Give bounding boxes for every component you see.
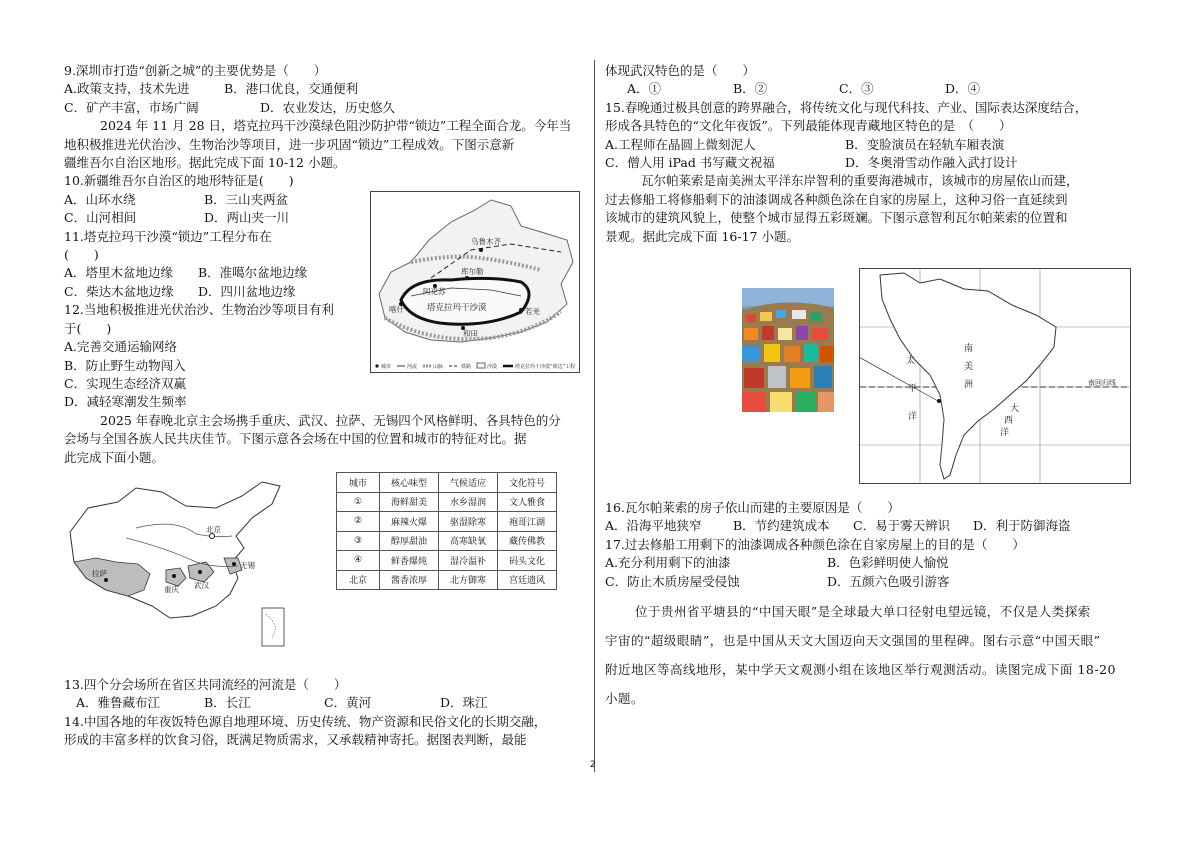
q10-option-b: B．三山夹两盆	[204, 191, 289, 207]
q13-option-b: B．长江	[204, 695, 251, 711]
q12-option-c: C．实现生态经济双赢	[64, 375, 187, 391]
q15-option-c: C．僧人用 iPad 书写藏文祝福	[605, 155, 775, 171]
intro18-line-3: 附近地区等高线地形，某中学天文观测小组在该地区举行观测活动。读图完成下面 18-20	[605, 662, 1117, 678]
city-dot-urumqi	[479, 248, 483, 252]
intro10-line-1: 2024 年 11 月 28 日，塔克拉玛干沙漠绿色阻沙防护带“锁边”工程全面合龙。今年当	[100, 118, 572, 134]
intro16-line-2: 过去修船工将修船剩下的油漆调成各种颜色涂在自家的房屋上，这种习俗一直延续到	[605, 191, 1068, 207]
q15-option-b: B．变脸演员在轻轨车厢表演	[845, 136, 1005, 152]
q16-option-a: A．沿海平地狭窄	[605, 518, 702, 534]
q12-stem: 12.当地积极推进光伏治沙、生物治沙等项目有利	[64, 302, 334, 318]
table-cell: ④	[337, 551, 380, 571]
q14-stem-cont: 体现武汉特色的是（ ）	[605, 63, 756, 78]
valparaiso-photo-svg	[742, 288, 834, 412]
intro13-line-3: 此完成下面小题。	[64, 449, 165, 465]
south-america-map	[859, 268, 1131, 484]
q12-option-b: B．防止野生动物闯入	[64, 357, 186, 373]
label-da-atlantic: 大	[1010, 404, 1020, 414]
q10-option-d: D．两山夹一川	[204, 210, 290, 226]
q16-option-b: B．节约建筑成本	[733, 518, 830, 534]
legend-suobian: 塔克拉玛干沙漠“锁边”工程	[515, 364, 576, 370]
label-aksu: 阿克苏	[423, 287, 446, 296]
q13-option-d: D．珠江	[440, 695, 488, 711]
table-row	[337, 531, 557, 551]
label-kashgar: 喀什	[389, 305, 404, 314]
q10-stem: 10.新疆维吾尔自治区的地形特征是( )	[64, 173, 294, 189]
q14-option-d: D．④	[945, 81, 981, 97]
intro18-line-1: 位于贵州省平塘县的“中国天眼”是全球最大单口径射电望远镜，不仅是人类探索	[635, 604, 1091, 620]
q9-option-c: C．矿产丰富，市场广阔	[64, 99, 199, 115]
q9-option-a: A.政策支持，技术先进	[64, 81, 190, 97]
table-cell: 高寒缺氧	[439, 531, 498, 551]
label-lhasa: 拉萨	[92, 569, 107, 578]
south-china-sea-inset	[262, 608, 284, 646]
city-dot-beijing	[210, 534, 215, 539]
table-cell: 北京	[337, 570, 380, 590]
table-cell: 麻辣火爆	[380, 512, 439, 532]
q9-stem: 9.深圳市打造“创新之城”的主要优势是（ ）	[64, 63, 327, 78]
label-zhou: 洲	[964, 380, 974, 390]
intro16-line-4: 景观。据此完成下面 16-17 小题。	[605, 228, 799, 244]
q16-options	[605, 517, 1133, 535]
intro10-line-3: 疆维吾尔自治区地形。据此完成下面 10-12 小题。	[64, 155, 346, 171]
table-cell: 鲜香爆炖	[380, 551, 439, 571]
table-cell: 酱香浓厚	[380, 570, 439, 590]
q9-options-cd	[64, 99, 584, 117]
label-taklamakan: 塔克拉玛干沙漠	[427, 303, 487, 313]
q12-option-a: A.完善交通运输网络	[64, 339, 178, 355]
table-cell: 码头文化	[498, 551, 557, 571]
left-bottom-questions	[64, 676, 584, 750]
map-legend	[375, 363, 575, 370]
label-urumqi: 乌鲁木齐	[471, 237, 501, 246]
q17-option-b: B．色彩鲜明使人愉悦	[827, 555, 949, 571]
city-dot-korla	[465, 276, 469, 280]
xinjiang-map-svg	[371, 192, 579, 372]
q17-options-cd	[605, 573, 1133, 591]
label-yang-atlantic: 洋	[1000, 428, 1010, 438]
header-climate: 气候适应	[439, 473, 498, 493]
q11-option-a: A．塔里木盆地边缘	[64, 265, 174, 281]
label-korla: 库尔勒	[461, 267, 484, 276]
header-flavor: 核心味型	[380, 473, 439, 493]
column-divider	[594, 60, 595, 772]
table-row	[337, 551, 557, 571]
q10-option-a: A．山环水绕	[64, 191, 136, 207]
city-table	[336, 472, 557, 590]
q11-stem-2: ( )	[64, 247, 99, 263]
city-dot-wuxi	[232, 562, 236, 566]
china-venue-map	[66, 478, 318, 650]
q12-option-d: D．减轻寒潮发生频率	[64, 394, 187, 410]
label-wuhan: 武汉	[194, 581, 209, 590]
q14-options	[605, 80, 1133, 98]
table-cell: 文人雅食	[498, 492, 557, 512]
right-column	[605, 62, 1133, 246]
label-wuxi: 无锡	[240, 561, 255, 570]
intro13-line-1: 2025 年春晚北京主会场携手重庆、武汉、拉萨、无锡四个风格鲜明、各具特色的分	[100, 412, 561, 428]
q17-option-c: C．防止木质房屋受侵蚀	[605, 573, 740, 589]
header-city: 城市	[337, 473, 380, 493]
q17-stem: 17.过去修船工用剩下的油漆调成各种颜色涂在自家房屋上的目的是（ ）	[605, 536, 1025, 552]
q16-option-c: C．易于雾天辨识	[853, 518, 951, 534]
table-row	[337, 512, 557, 532]
label-tropic: 南回归线	[1088, 379, 1116, 387]
q15-option-a: A.工程师在晶圆上微刻泥人	[605, 136, 756, 152]
legend-railway: 铁路	[461, 364, 472, 370]
label-beijing: 北京	[206, 525, 221, 534]
city-dot-ruoqiang	[519, 308, 523, 312]
city-dot-wuhan	[198, 570, 202, 574]
city-dot-chongqing	[172, 574, 176, 578]
table-cell: 藏传佛教	[498, 531, 557, 551]
q14-option-b: B．②	[733, 81, 768, 97]
legend-desert: 沙漠	[487, 364, 498, 370]
label-tai-pacific: 太	[906, 356, 916, 366]
table-cell: 水乡湿润	[439, 492, 498, 512]
label-xi-atlantic: 西	[1004, 416, 1014, 426]
q13-option-a: A．雅鲁藏布江	[76, 695, 161, 711]
q15-stem-line-2: 形成各具特色的“文化年夜饭”。下列最能体现青藏地区特色的是 （ ）	[605, 118, 1012, 134]
q9-option-d: D．农业发达，历史悠久	[260, 99, 396, 115]
q14-option-c: C．③	[839, 81, 874, 97]
intro16-line-3: 该城市的建筑风貌上，使整个城市显得五彩斑斓。下图示意智利瓦尔帕莱索的位置和	[605, 210, 1068, 226]
table-row	[337, 492, 557, 512]
q14-option-a: A．①	[627, 81, 662, 97]
city-dot-lhasa	[104, 578, 108, 582]
legend-river: 河流	[407, 364, 418, 370]
q15-option-d: D．冬奥滑雪动作融入武打设计	[845, 155, 1018, 171]
q17-options-ab	[605, 554, 1133, 572]
q11-option-b: B．准噶尔盆地边缘	[198, 265, 308, 281]
china-outline	[70, 482, 280, 618]
table-row	[337, 570, 557, 590]
table-cell: 宫廷遗风	[498, 570, 557, 590]
table-cell: ①	[337, 492, 380, 512]
intro10-line-2: 地积极推进光伏治沙、生物治沙等项目，进一步巩固“锁边”工程成效。下图示意新	[64, 136, 515, 152]
q11-option-d: D．四川盆地边缘	[198, 283, 296, 299]
label-mei: 美	[964, 362, 974, 372]
south-america-map-svg	[860, 269, 1130, 483]
table-cell: 湿冷温补	[439, 551, 498, 571]
q13-option-c: C．黄河	[324, 695, 372, 711]
valparaiso-photo	[742, 288, 834, 412]
city-feature-table	[336, 472, 557, 590]
q13-options	[64, 694, 584, 712]
table-cell: ②	[337, 512, 380, 532]
table-cell: 袍哥江湖	[498, 512, 557, 532]
label-chongqing: 重庆	[164, 585, 179, 594]
q13-stem: 13.四个分会场所在省区共同流经的河流是（ ）	[64, 677, 347, 692]
label-hotan: 和田	[463, 329, 478, 338]
q17-option-a: A.充分利用剩下的油漆	[605, 555, 731, 571]
q14-stem-line-1: 14.中国各地的年夜饭特色源自地理环境、历史传统、物产资源和民俗文化的长期交融，	[64, 713, 547, 729]
china-map-svg	[66, 478, 318, 650]
page-number: 2	[590, 760, 596, 770]
right-bottom-questions	[605, 499, 1133, 713]
legend-mountain: 山脉	[433, 364, 444, 370]
label-nan: 南	[964, 344, 974, 354]
header-culture: 文化符号	[498, 473, 557, 493]
table-cell: ③	[337, 531, 380, 551]
q15-stem-line-1: 15.春晚通过极具创意的跨界融合，将传统文化与现代科技、产业、国际表达深度结合，	[605, 99, 1088, 115]
q10-option-c: C．山河相间	[64, 210, 137, 226]
xinjiang-terrain-map	[370, 191, 580, 373]
q14-stem-line-2: 形成的丰富多样的饮食习俗，既满足物质需求，又承载精神寄托。据图表判断，最能	[64, 732, 527, 748]
intro18-line-2: 宇宙的“超级眼睛”，也是中国从天文大国迈向天文强国的里程碑。图右示意“中国天眼”	[605, 633, 1101, 649]
q17-option-d: D．五颜六色吸引游客	[827, 573, 950, 589]
q11-option-c: C．柴达木盆地边缘	[64, 283, 174, 299]
q15-options-cd	[605, 154, 1133, 172]
label-ping-pacific: 平	[908, 384, 918, 394]
table-cell: 驱湿除寒	[439, 512, 498, 532]
table-cell: 北方御寒	[439, 570, 498, 590]
q11-stem: 11.塔克拉玛干沙漠“锁边”工程分布在	[64, 228, 272, 244]
q12-stem-2: 于( )	[64, 320, 112, 336]
intro13-line-2: 会场与全国各族人民共庆佳节。下图示意各会场在中国的位置和城市的特征对比。据	[64, 431, 527, 447]
q15-options-ab	[605, 136, 1133, 154]
q9-options-ab	[64, 80, 584, 98]
south-america-outline	[880, 273, 1056, 479]
intro18-line-4: 小题。	[605, 691, 645, 707]
suobian-project-ring	[401, 278, 529, 324]
table-cell: 醇厚甜油	[380, 531, 439, 551]
legend-city: 城市	[381, 364, 392, 370]
intro16-line-1: 瓦尔帕莱索是南美洲太平洋东岸智利的重要海港城市，该城市的房屋依山而建，	[641, 173, 1079, 189]
label-yang-pacific: 洋	[908, 412, 918, 422]
q9-option-b: B．港口优良，交通便利	[224, 81, 359, 97]
table-cell: 海鲜甜美	[380, 492, 439, 512]
label-ruoqiang: 若羌	[525, 307, 540, 316]
table-header-row	[337, 473, 557, 493]
q16-option-d: D．利于防御海盗	[973, 518, 1071, 534]
q16-stem: 16.瓦尔帕莱索的房子依山而建的主要原因是（ ）	[605, 500, 900, 515]
